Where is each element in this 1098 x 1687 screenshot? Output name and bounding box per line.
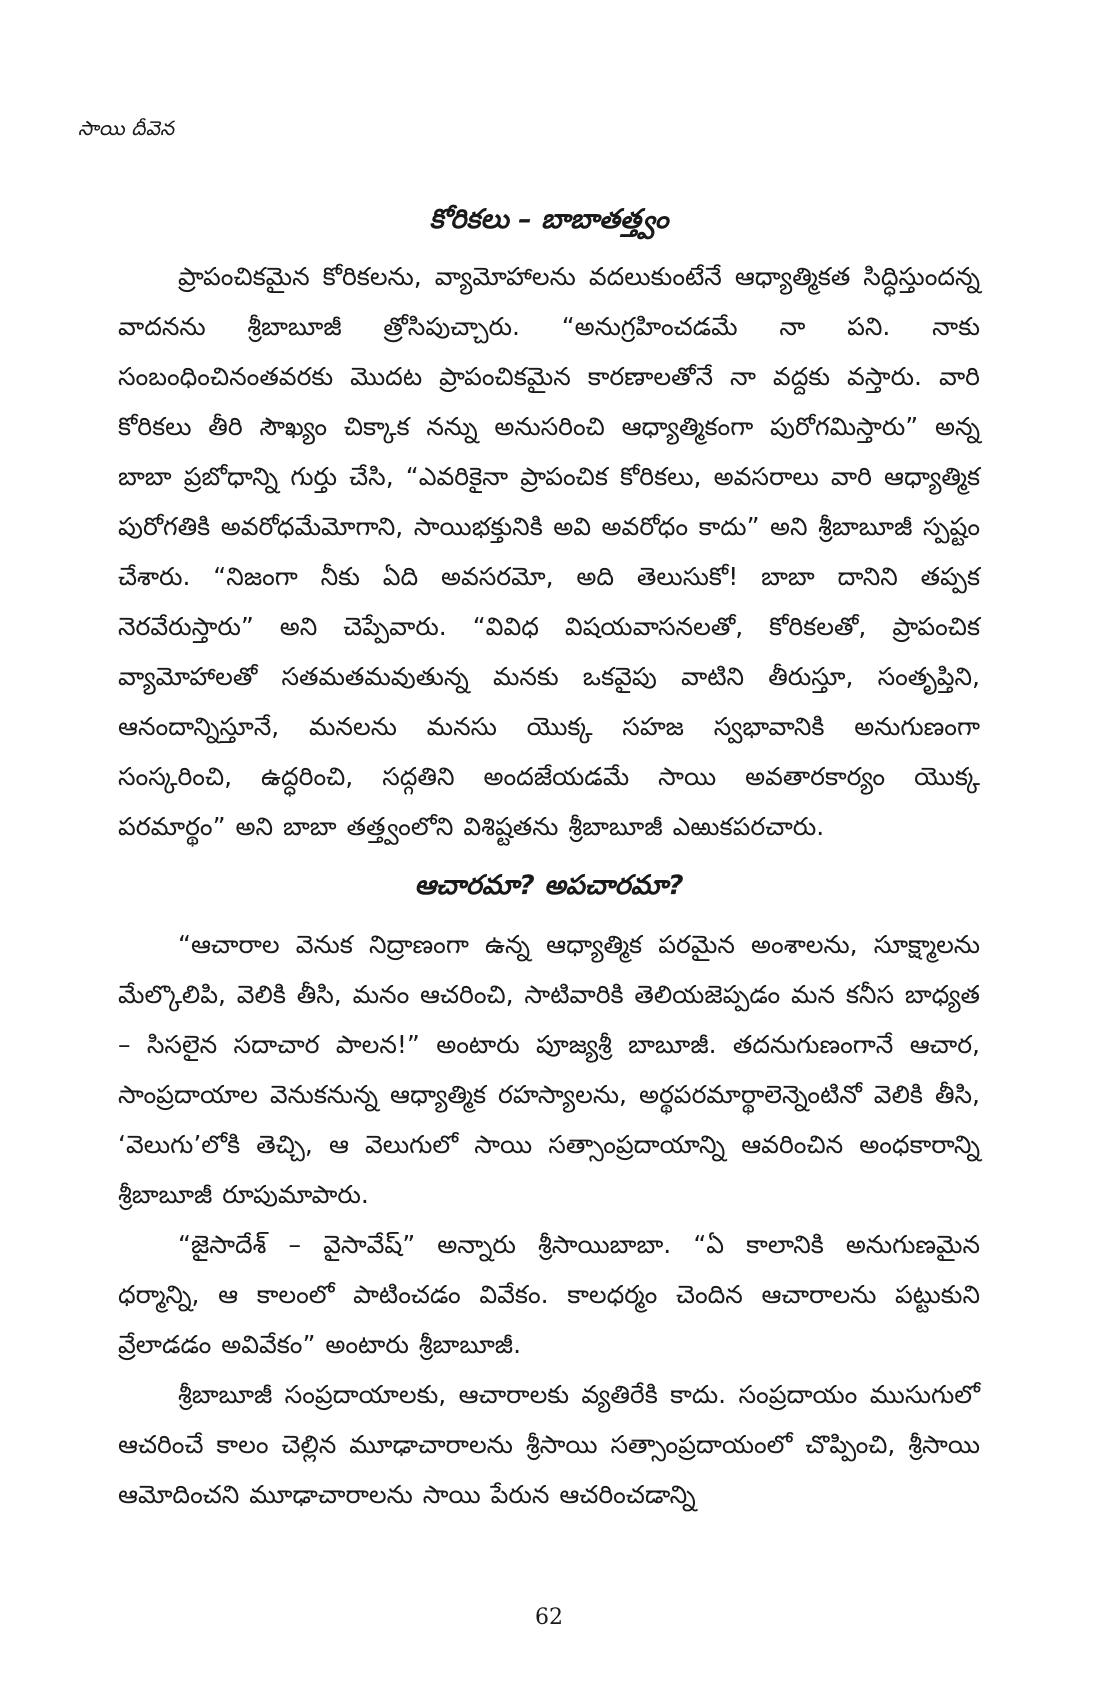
running-header: సాయి దీవెన [78,116,175,140]
paragraph: ప్రాపంచికమైన కోరికలను, వ్యామోహాలను వదలుకుంటేనే ఆధ్యాత్మికత సిద్ధిస్తుందన్న వాదనను శ్రీబాబూజీ త్రోసిపుచ్చారు. “అనుగ్రహించడమే నా పని. నాకు సంబంధించినంతవరకు మొదట ప్రాపంచికమైన కారణాలతోనే నా వద్దకు వస్తారు. వారి కోరికలు తీరి సౌఖ్యం చిక్కాక నన్ను అనుసరించి ఆధ్యాత్మికంగా పురోగమిస్తారు” అన్న బాబా ప్రబోధాన్ని గుర్తు చేసి, “ఎవరికైనా ప్రాపంచిక కోరికలు, అవసరాలు వారి ఆధ్యాత్మిక పురోగతికి అవరోధమేమోగాని, సాయిభక్తునికి అవి అవరోధం కాదు” అని శ్రీబాబూజీ స్పష్టం చేశారు. “నిజంగా నీకు ఏది అవసరమో, అది తెలుసుకో! బాబా దానిని తప్పక నెరవేరుస్తారు” అని చెప్పేవారు. “వివిధ విషయవాసనలతో, కోరికలతో, ప్రాపంచిక వ్యామోహాలతో సతమతమవుతున్న మనకు ఒకవైపు వాటిని తీరుస్తూ, సంతృప్తిని, ఆనందాన్నిస్తూనే, మనలను మనసు యొక్క సహజ స్వభావానికి అనుగుణంగా సంస్కరించి, ఉద్ధరించి, సద్గతిని అందజేయడమే సాయి అవతారకార్యం యొక్క పరమార్థం” అని బాబా తత్త్వంలోని విశిష్టతను శ్రీబాబూజీ ఎఱుకపరచారు. [118,262,980,841]
page-number: 62 [535,1605,563,1630]
paragraph: శ్రీబాబూజీ సంప్రదాయాలకు, ఆచారాలకు వ్యతిరేకి కాదు. సంప్రదాయం ముసుగులో ఆచరించే కాలం చెల్లిన మూఢాచారాలను శ్రీసాయి సత్సాంప్రదాయంలో చొప్పించి, శ్రీసాయి ఆమోదించని మూఢాచారాలను సాయి పేరున ఆచరించడాన్ని [118,1380,980,1509]
section-title-desires: కోరికలు – బాబాతత్త్వం [429,204,669,235]
paragraph: “జైసాదేశ్ – వైసావేష్” అన్నారు శ్రీసాయిబాబా. “ఏ కాలానికి అనుగుణమైన ధర్మాన్ని, ఆ కాలంలో పాటించడం వివేకం. కాలధర్మం చెందిన ఆచారాలను పట్టుకుని వ్రేలాడడం అవివేకం” అంటారు శ్రీబాబూజీ. [118,1230,980,1359]
paragraph: “ఆచారాల వెనుక నిద్రాణంగా ఉన్న ఆధ్యాత్మిక పరమైన అంశాలను, సూక్ష్మాలను మేల్కొలిపి, వెలికి తీసి, మనం ఆచరించి, సాటివారికి తెలియజెప్పడం మన కనీస బాధ్యత – సిసలైన సదాచార పాలన!” అంటారు పూజ్యశ్రీ బాబూజీ. తదనుగుణంగానే ఆచార, సాంప్రదాయాల వెనుకనున్న ఆధ్యాత్మిక రహస్యాలను, అర్థపరమార్థాలెన్నెంటినో వెలికి తీసి, ‘వెలుగు’లోకి తెచ్చి, ఆ వెలుగులో సాయి సత్సాంప్రదాయాన్ని ఆవరించిన అంధకారాన్ని శ్రీబాబూజీ రూపుమాపారు. [118,930,980,1209]
section-title-customs: ఆచారమా? అపచారమా? [414,870,684,901]
page-content [118,200,980,1520]
